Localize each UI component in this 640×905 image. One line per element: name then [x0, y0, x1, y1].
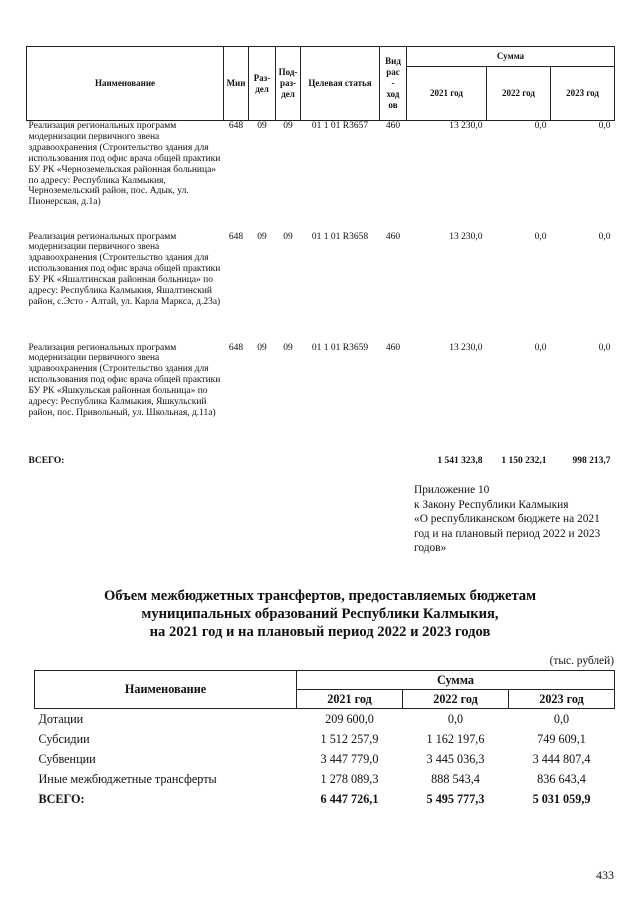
row-2021: 1 278 089,3: [320, 771, 379, 786]
title-line: муниципальных образований Республики Калмыкия,: [141, 606, 499, 622]
row-razdel: 09: [257, 121, 267, 131]
row-2022: 0,0: [534, 121, 547, 131]
total-2023: 998 213,7: [572, 455, 611, 466]
header-sum: Сумма: [297, 671, 615, 690]
row-name: Реализация региональных программ модернизации первичного звена здравоохранения (Строительство здания для использования под офис врача общей практики БУ РК «Яшкульская районная больница» по адресу: Республика Калмыкия, Яшкульский район, пос. Привольный, ул. Школьная, д.11а): [28, 342, 221, 418]
row-2022: 0,0: [534, 231, 547, 242]
header-min: Мин: [224, 47, 249, 121]
expenditure-table: [26, 46, 615, 466]
row-2021: 13 230,0: [449, 231, 483, 242]
row-podrazdel: 09: [283, 342, 293, 353]
row-2022: 0,0: [447, 711, 464, 726]
row-2023: 0,0: [598, 121, 611, 131]
row-2021: 1 512 257,9: [320, 731, 379, 746]
total-label: ВСЕГО:: [38, 791, 85, 806]
header-sum: Сумма: [407, 47, 615, 67]
row-2023: 3 444 807,4: [532, 751, 591, 766]
row-min: 648: [228, 121, 244, 131]
total-row: [35, 789, 615, 809]
row-2023: 0,0: [598, 231, 611, 242]
row-2022: 1 162 197,6: [426, 731, 485, 746]
row-vid: 460: [385, 342, 401, 353]
header-2022: 2022 год: [487, 67, 551, 121]
total-2021: 1 541 323,8: [437, 455, 483, 466]
row-2023: 749 609,1: [537, 731, 586, 746]
row-name: Иные межбюджетные трансферты: [38, 771, 217, 786]
row-name: Дотации: [38, 711, 84, 726]
annex-line: к Закону Республики Калмыкия: [414, 498, 569, 511]
annex-line: «О республиканском бюджете на 2021 год и на плановый период 2022 и 2023 годов»: [414, 513, 601, 555]
document-title: [0, 587, 640, 641]
row-2022: 888 543,4: [431, 771, 480, 786]
row-2022: 0,0: [534, 342, 547, 353]
row-min: 648: [228, 231, 244, 242]
row-2023: 0,0: [553, 711, 570, 726]
row-target: 01 1 01 R3658: [311, 231, 369, 242]
row-target: 01 1 01 R3657: [311, 121, 369, 131]
title-line: на 2021 год и на плановый период 2022 и 2023 годов: [149, 624, 491, 640]
header-podrazdel: Под- раз- дел: [276, 47, 301, 121]
header-razdel: Раз- дел: [249, 47, 276, 121]
table-row: [35, 749, 615, 769]
header-2023: 2023 год: [551, 67, 615, 121]
title-line: Объем межбюджетных трансфертов, предоставляемых бюджетам: [103, 588, 537, 604]
header-vid: Вид рас - ход ов: [380, 47, 407, 121]
row-name: Реализация региональных программ модернизации первичного звена здравоохранения (Строительство здания для использования под офис врача общей практики БУ РК «Яшалтинская районная больница» по адресу: Республика Калмыкия, Яшалтинский район, с.Эсто - Алтай, ул. Карла Маркса, д.23а): [28, 231, 221, 307]
total-row: [27, 454, 615, 467]
table-row: [27, 121, 615, 232]
table-row: [35, 729, 615, 749]
total-2022: 5 495 777,3: [426, 791, 485, 806]
header-2021: 2021 год: [297, 690, 403, 709]
row-name: Реализация региональных программ модернизации первичного звена здравоохранения (Строительство здания для использования под офис врача общей практики БУ РК «Черноземельская районная больница» по адресу: Республика Калмыкия, Черноземельский район, пос. Адык, ул. Пионерская, д.1а): [28, 121, 221, 208]
unit-label: (тыс. рублей): [549, 655, 614, 667]
row-min: 648: [228, 342, 244, 353]
table-row: [35, 769, 615, 789]
header-2022: 2022 год: [403, 690, 509, 709]
row-2021: 13 230,0: [449, 342, 483, 353]
row-2021: 3 447 779,0: [320, 751, 379, 766]
row-2021: 209 600,0: [325, 711, 374, 726]
total-2022: 1 150 232,1: [501, 455, 547, 466]
table-row: [27, 343, 615, 454]
transfers-table: [34, 670, 615, 809]
annex-line: Приложение 10: [414, 484, 490, 496]
table-row: [27, 232, 615, 343]
header-name: Наименование: [27, 47, 224, 121]
total-2023: 5 031 059,9: [532, 791, 591, 806]
row-2023: 0,0: [598, 342, 611, 353]
row-name: Субсидии: [38, 731, 90, 746]
row-name: Субвенции: [38, 751, 96, 766]
row-vid: 460: [385, 231, 401, 242]
header-2021: 2021 год: [407, 67, 487, 121]
total-label: ВСЕГО:: [28, 455, 65, 466]
row-2022: 3 445 036,3: [426, 751, 485, 766]
page-number: 433: [596, 868, 614, 882]
annex-note: [414, 483, 614, 556]
header-target: Целевая статья: [301, 47, 380, 121]
row-2023: 836 643,4: [537, 771, 586, 786]
row-vid: 460: [385, 121, 401, 131]
row-razdel: 09: [257, 231, 267, 242]
header-name: Наименование: [35, 671, 297, 709]
row-podrazdel: 09: [283, 121, 293, 131]
header-2023: 2023 год: [509, 690, 615, 709]
table-row: [35, 709, 615, 730]
row-razdel: 09: [257, 342, 267, 353]
total-2021: 6 447 726,1: [320, 791, 379, 806]
row-podrazdel: 09: [283, 231, 293, 242]
row-2021: 13 230,0: [449, 121, 483, 131]
row-target: 01 1 01 R3659: [311, 342, 369, 353]
